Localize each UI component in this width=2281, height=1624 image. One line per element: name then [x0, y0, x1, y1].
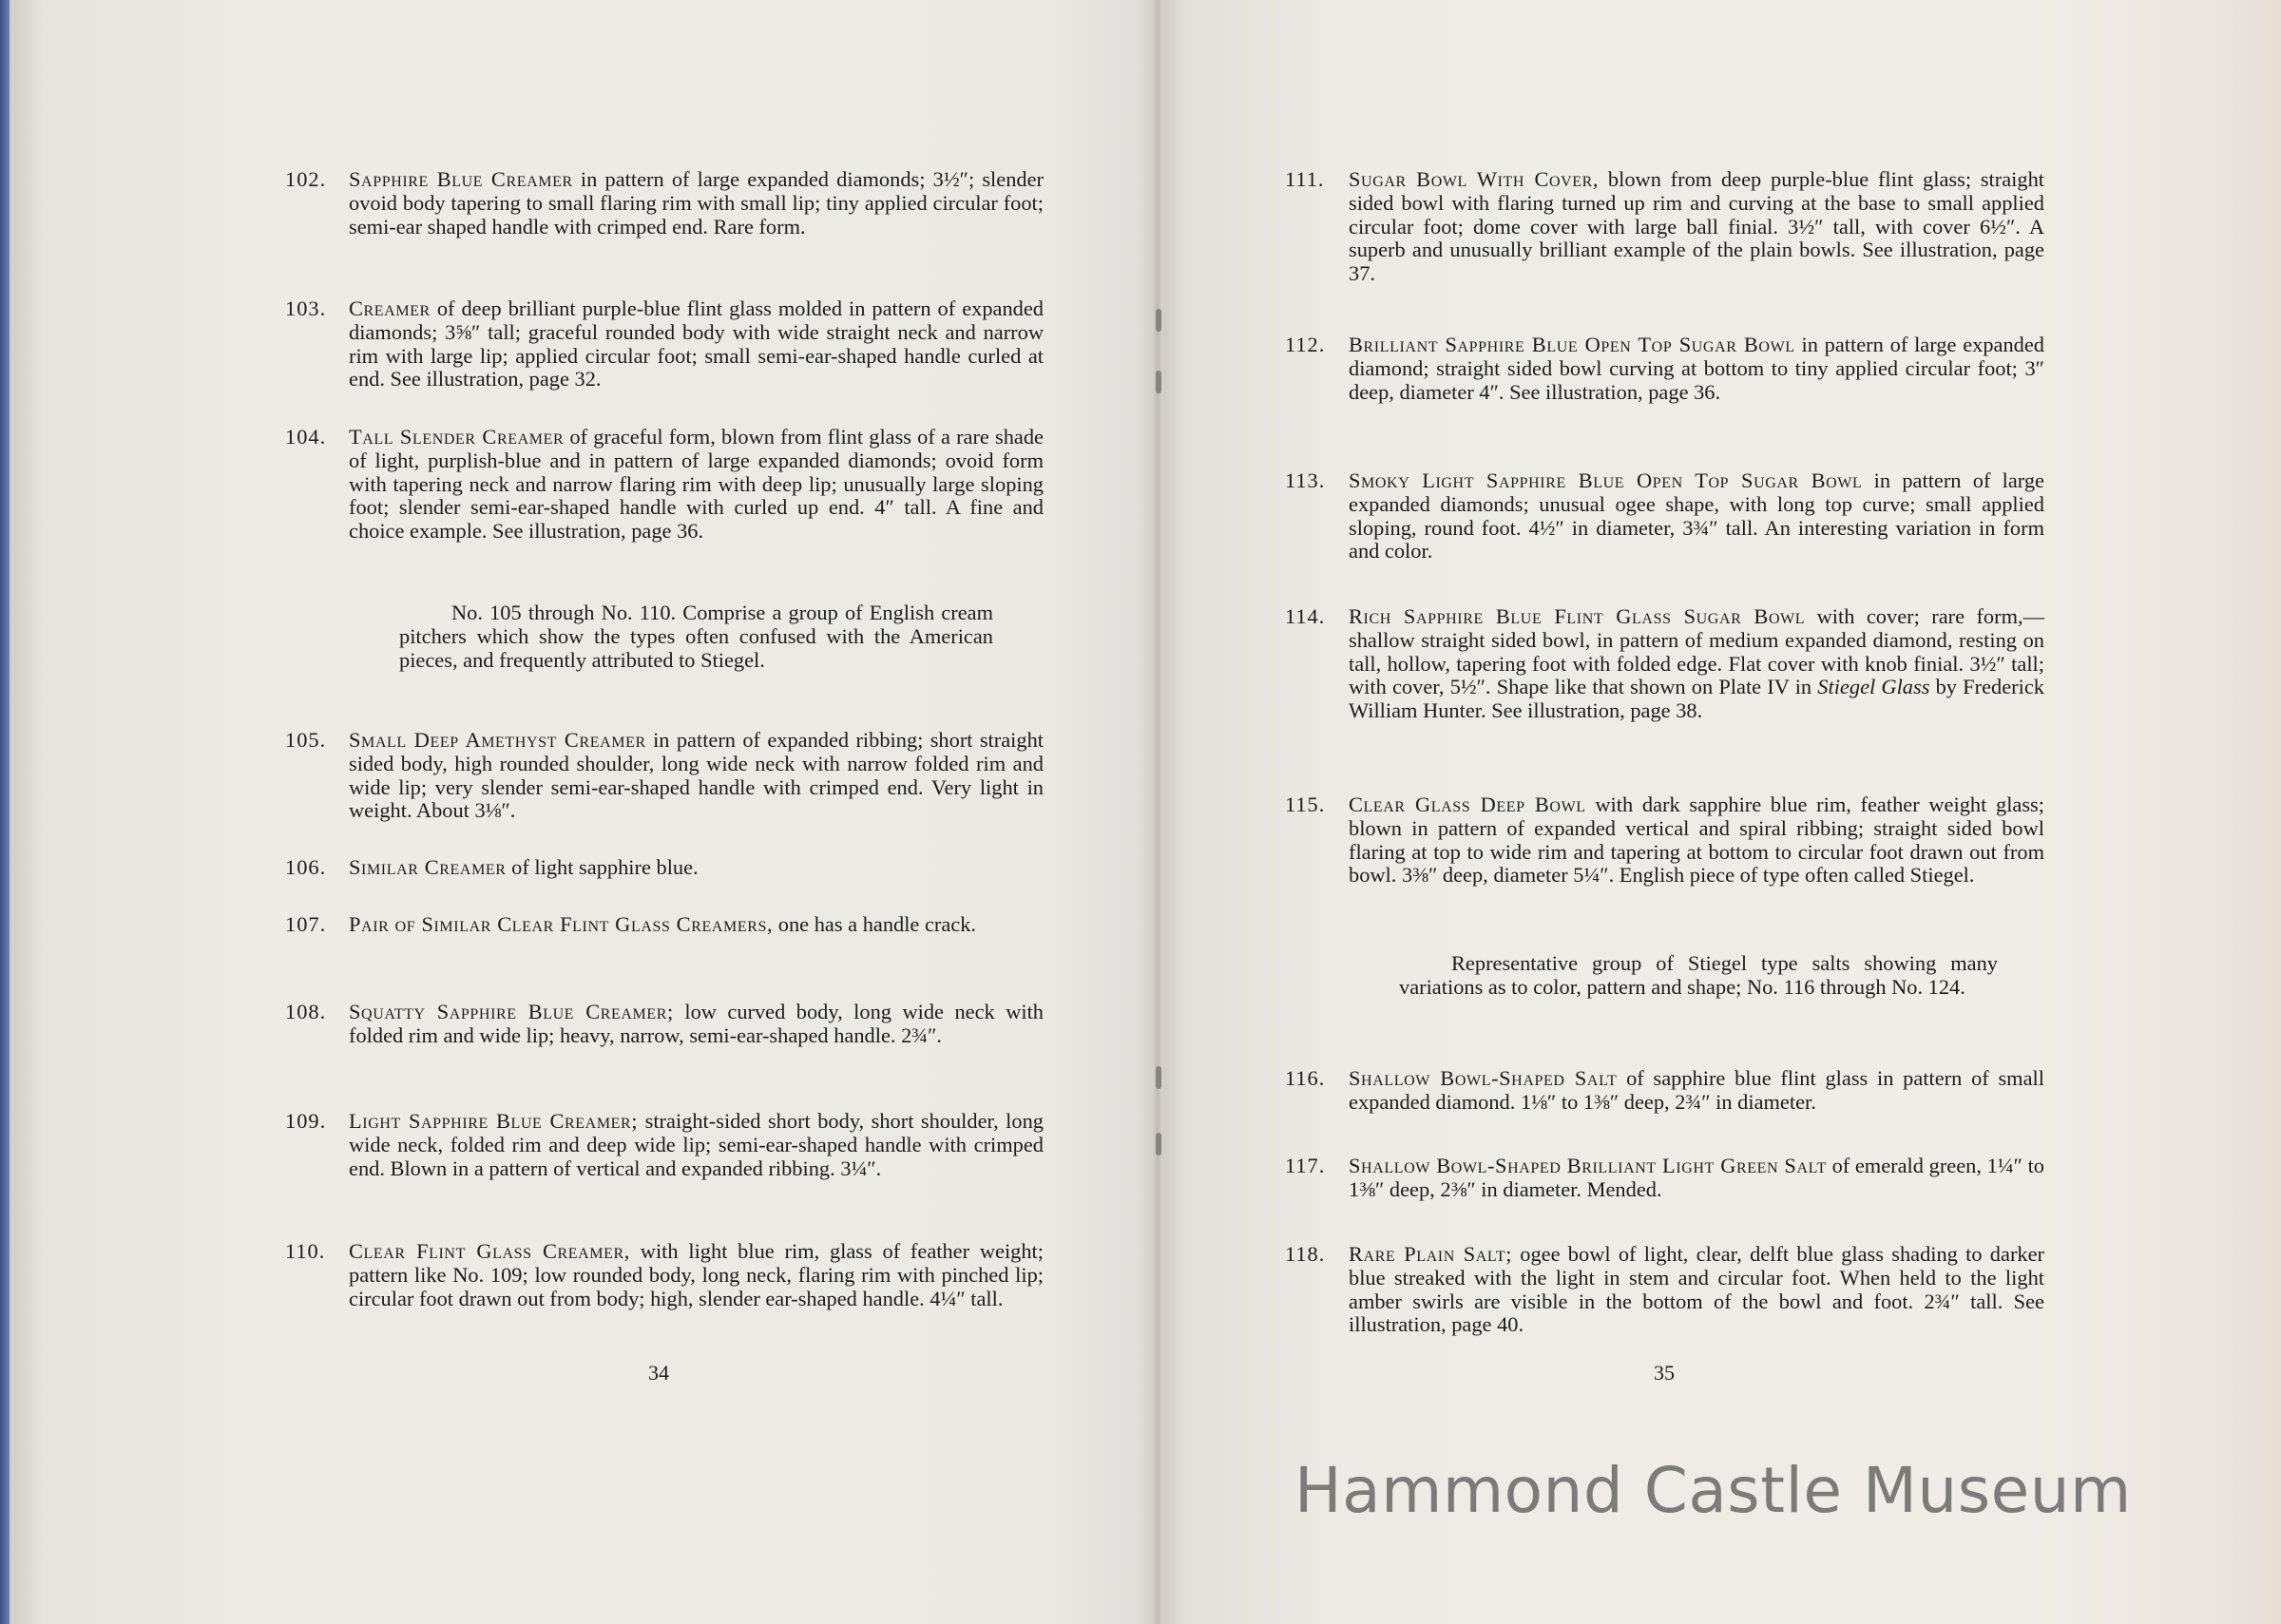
entry-heading: Clear Glass Deep Bowl — [1349, 793, 1586, 816]
catalog-entry — [285, 426, 1044, 544]
page-number: 34 — [648, 1361, 669, 1385]
entry-number: 110. — [285, 1239, 326, 1263]
catalog-entry — [285, 913, 1044, 937]
entry-heading: Light Sapphire Blue Creamer; — [349, 1109, 639, 1133]
entry-number: 103. — [285, 296, 327, 320]
entry-heading: Brilliant Sapphire Blue Open Top Sugar Bowl — [1349, 333, 1795, 356]
entry-text-after: by Frederick William Hunter. See illustration, page 38. — [1349, 675, 2044, 723]
entry-number: 114. — [1285, 604, 1326, 628]
catalog-entry — [1285, 334, 2044, 404]
catalog-entry — [285, 1001, 1044, 1048]
entry-heading: Rare Plain Salt; — [1349, 1242, 1513, 1266]
catalog-entry — [285, 856, 1044, 880]
entry-heading: Smoky Light Sapphire Blue Open Top Sugar Bowl — [1349, 468, 1863, 492]
binding-staple — [1156, 1133, 1161, 1156]
catalog-entry — [1285, 469, 2044, 564]
entry-text: with light blue rim, glass of feather weight; pattern like No. 109; low rounded body, long neck, flaring rim with pinched lip; circular foot drawn out from body; high, slender ear-shaped handle. 4¼″ tall. — [349, 1239, 1044, 1310]
entry-number: 106. — [285, 855, 327, 879]
binding-staple — [1156, 1066, 1161, 1089]
entry-heading: Pair of Similar Clear Flint Glass Creamers, — [349, 912, 774, 936]
entry-heading: Shallow Bowl-Shaped Brilliant Light Green Salt — [1349, 1154, 1827, 1177]
entry-text: straight-sided short body, short shoulder, long wide neck, folded rim and deep wide lip; semi-ear-shaped handle with crimped end. Blown in a pattern of vertical and expanded ribbing. 3¼″. — [349, 1109, 1044, 1180]
entry-number: 113. — [1285, 468, 1326, 492]
note-text: No. 105 through No. 110. Comprise a group of English cream pitchers which show the types often confused with the American pieces, and frequently attributed to Stiegel. — [399, 601, 993, 672]
group-note — [1399, 952, 1998, 1000]
catalog-entry — [285, 168, 1044, 239]
entry-heading: Creamer — [349, 296, 431, 320]
entry-number: 116. — [1285, 1066, 1326, 1090]
entry-heading: Small Deep Amethyst Creamer — [349, 728, 646, 752]
catalog-entry — [1285, 793, 2044, 888]
note-text: Representative group of Stiegel type salts showing many variations as to color, pattern and shape; No. 116 through No. 124. — [1399, 951, 1998, 999]
entry-number: 108. — [285, 1000, 327, 1023]
entry-text: in pattern of expanded ribbing; short straight sided body, high rounded shoulder, long wide neck with narrow folded rim and wide lip; very slender semi-ear-shaped handle with crimped end. Very light in weight. About 3⅛″. — [349, 728, 1045, 823]
binding-staple — [1156, 371, 1161, 393]
entry-number: 112. — [1285, 333, 1326, 356]
entry-text: of graceful form, blown from flint glass of a rare shade of light, purplish-blue and in pattern of large expanded diamonds; ovoid form with tapering neck and narrow flaring rim with deep lip; unusually large sloping foot; slender semi-ear-shaped handle with curled up end. 4″ tall. A fine and choice example. See illustration, page 36. — [349, 425, 1044, 544]
group-note — [399, 602, 993, 672]
entry-heading: Rich Sapphire Blue Flint Glass Sugar Bowl — [1349, 604, 1806, 628]
entry-number: 109. — [285, 1109, 327, 1133]
gutter — [1152, 0, 1163, 1624]
entry-text: ogee bowl of light, clear, delft blue glass shading to darker blue streaked with the light in stem and circular foot. When held to the light amber swirls are visible in the bottom of the bowl and foot. 2¾″ tall. See illustration, page 40. — [1349, 1242, 2044, 1337]
page-number: 35 — [1654, 1361, 1675, 1385]
entry-heading: Sapphire Blue Creamer — [349, 167, 573, 191]
entry-heading: Sugar Bowl With Cover, — [1349, 167, 1600, 191]
entry-heading: Squatty Sapphire Blue Creamer; — [349, 1000, 674, 1023]
entry-text: with cover; rare form,—shallow straight sided bowl, in pattern of medium expanded diamond, resting on tall, hollow, tapering foot with folded edge. Flat cover with knob finial. 3½″ tall; with cover, 5½″. Shape like that shown on Plate IV in — [1349, 604, 2044, 699]
catalog-entry — [1285, 1155, 2044, 1202]
entry-number: 104. — [285, 425, 327, 449]
book-edge — [0, 0, 10, 1624]
entry-text: in pattern of large expanded diamonds; 3½″; slender ovoid body tapering to small flaring rim with small lip; tiny applied circular foot; semi-ear shaped handle with crimped end. Rare form. — [349, 167, 1044, 239]
entry-text: in pattern of large expanded diamond; straight sided bowl curving at bottom to tiny applied circular foot; 3″ deep, diameter 4″. See illustration, page 36. — [1349, 333, 2044, 404]
catalog-entry — [1285, 1243, 2044, 1337]
binding-staple — [1156, 309, 1161, 332]
catalog-entry — [285, 297, 1044, 392]
watermark: Hammond Castle Museum — [1294, 1454, 2132, 1527]
catalog-entry — [285, 1240, 1044, 1310]
entry-text: of light sapphire blue. — [511, 855, 699, 879]
catalog-entry — [285, 729, 1044, 823]
entry-number: 118. — [1285, 1242, 1326, 1266]
entry-text: one has a handle crack. — [777, 912, 977, 936]
entry-text: of deep brilliant purple-blue flint glass molded in pattern of expanded diamonds; 3⅝″ tall; graceful rounded body with wide straight neck and narrow rim with large lip; applied circular foot; small semi-ear-shaped handle curled at end. See illustration, page 32. — [349, 296, 1044, 392]
entry-heading: Tall Slender Creamer — [349, 425, 565, 449]
entry-text: of sapphire blue flint glass in pattern of small expanded diamond. 1⅛″ to 1⅜″ deep, 2¾″ in diameter. — [1349, 1066, 2044, 1114]
entry-heading: Similar Creamer — [349, 855, 507, 879]
catalog-entry — [285, 1110, 1044, 1180]
entry-heading: Clear Flint Glass Creamer, — [349, 1239, 630, 1263]
entry-text: of emerald green, 1¼″ to 1⅜″ deep, 2⅜″ in diameter. Mended. — [1349, 1154, 2045, 1201]
entry-number: 102. — [285, 167, 327, 191]
entry-text: with dark sapphire blue rim, feather weight glass; blown in pattern of expanded vertical and spiral ribbing; straight sided bowl flaring at top to wide rim and tapering at bottom to circular foot drawn out from bowl. 3⅜″ deep, diameter 5¼″. English piece of type often called Stiegel. — [1349, 793, 2044, 888]
entry-number: 107. — [285, 912, 327, 936]
entry-number: 105. — [285, 728, 327, 752]
entry-number: 115. — [1285, 793, 1326, 816]
catalog-entry — [1285, 168, 2044, 286]
entry-number: 111. — [1285, 167, 1325, 191]
entry-text: low curved body, long wide neck with folded rim and wide lip; heavy, narrow, semi-ear-shaped handle. 2¾″. — [349, 1000, 1045, 1047]
entry-heading: Shallow Bowl-Shaped Salt — [1349, 1066, 1618, 1090]
entry-text: in pattern of large expanded diamonds; unusual ogee shape, with long top curve; small applied sloping, round foot. 4½″ in diameter, 3¾″ tall. An interesting variation in form and color. — [1349, 468, 2044, 564]
book-title: Stiegel Glass — [1817, 675, 1930, 699]
catalog-entry — [1285, 1067, 2044, 1115]
entry-text: blown from deep purple-blue flint glass; straight sided bowl with flaring turned up rim and curving at the base to small applied circular foot; dome cover with large ball finial. 3½″ tall, with cover 6½″. A superb and unusually brilliant example of the plain bowls. See illustration, page 37. — [1349, 167, 2044, 286]
entry-number: 117. — [1285, 1154, 1326, 1177]
catalog-entry — [1285, 605, 2044, 723]
